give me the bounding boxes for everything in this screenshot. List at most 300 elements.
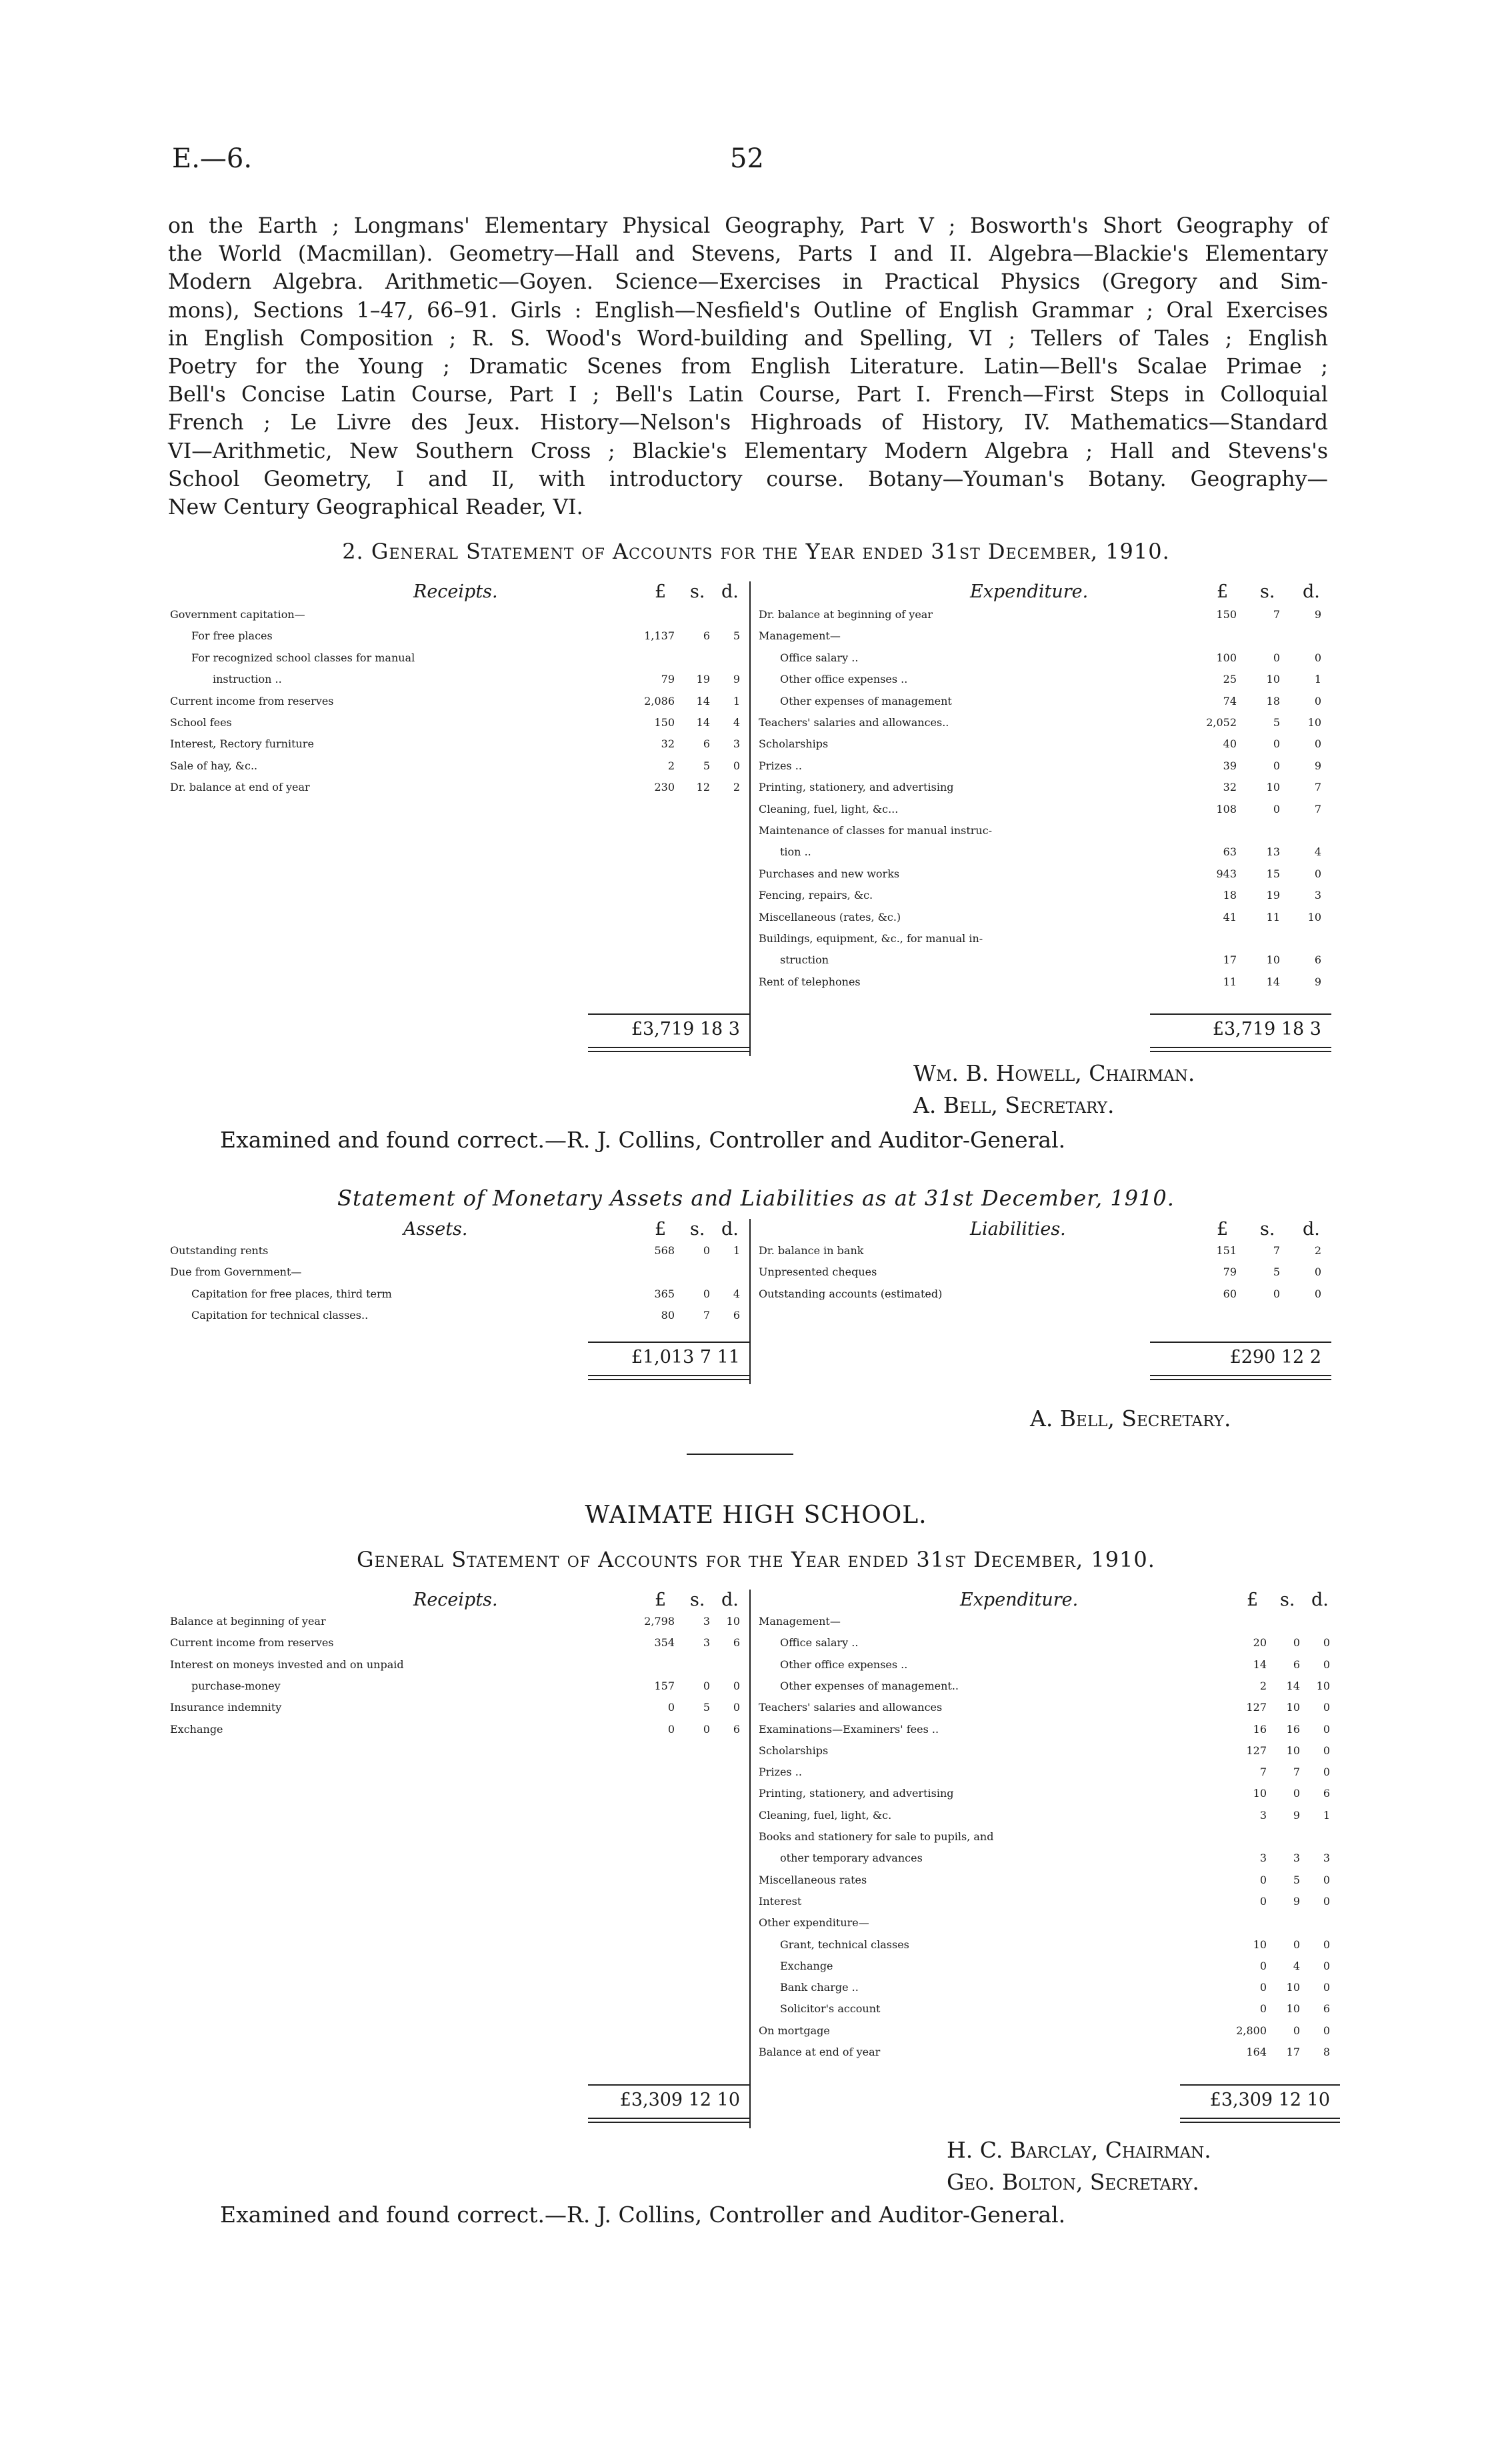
amount-pounds: 14: [1253, 1658, 1267, 1671]
liability-label: Outstanding accounts (estimated): [759, 1287, 943, 1300]
amount-pounds: 10: [1253, 1787, 1267, 1800]
expenditure-row: [0, 604, 1512, 625]
expenditure-row: [0, 1870, 1512, 1891]
shillings-heading: s.: [1280, 1590, 1295, 1610]
amount-pounds: 164: [1246, 2046, 1267, 2058]
amount-pounds: 0: [1259, 2002, 1267, 2016]
amount-pence: 0: [1323, 1959, 1330, 1972]
amount-pence: 4: [1314, 845, 1321, 859]
amount-pounds: 0: [1259, 1959, 1267, 1972]
amount-shillings: 3: [1293, 1852, 1300, 1865]
amount-pounds: 3: [1259, 1808, 1267, 1822]
receipt-label: Interest, Rectory furniture: [170, 737, 314, 751]
expenditure-row: [0, 1998, 1512, 2020]
amount-shillings: 14: [696, 694, 710, 707]
expenditure-label: Management—: [759, 629, 841, 643]
pounds-heading: £: [655, 581, 667, 602]
asset-label: Outstanding rents: [170, 1244, 269, 1257]
receipt-label: Balance at beginning of year: [170, 1615, 326, 1628]
amount-shillings: 4: [1293, 1959, 1300, 1972]
expenditure-label: Balance at end of year: [759, 2046, 881, 2058]
amount-pounds: 2: [667, 759, 675, 772]
receipt-label: School fees: [170, 716, 232, 729]
accounts-statement-title: 2. General Statement of Accounts for the Year ended 31st December, 1910.: [342, 539, 1170, 564]
expenditure-row: [0, 863, 1512, 885]
expenditure-label: Teachers' salaries and allowances: [759, 1701, 943, 1714]
amount-shillings: 0: [1273, 1287, 1280, 1300]
amount-pence: 5: [733, 629, 740, 643]
expenditure-label: Maintenance of classes for manual instruc-: [759, 824, 993, 837]
liability-row: [0, 1284, 1512, 1305]
expenditure-label: Bank charge ..: [780, 1981, 859, 1994]
shillings-heading: s.: [1260, 581, 1275, 602]
expenditure-label: Examinations—Examiners' fees ..: [759, 1722, 939, 1736]
expenditure-label: Prizes ..: [759, 1766, 802, 1779]
amount-shillings: 10: [1286, 1701, 1300, 1714]
paragraph-line: Poetry for the Young ; Dramatic Scenes from English Literature. Latin—Bell's Scalae Primae ;: [168, 354, 1328, 379]
expenditure-row: [0, 928, 1512, 949]
expenditure-row: [0, 777, 1512, 798]
amount-pounds: 60: [1223, 1287, 1237, 1300]
expenditure-row: [0, 907, 1512, 928]
amount-pence: 10: [726, 1615, 740, 1628]
expenditure-label: Scholarships: [759, 737, 829, 751]
amount-pounds: 2: [1259, 1679, 1267, 1692]
amount-pence: 3: [1323, 1852, 1330, 1865]
amount-pounds: 230: [654, 781, 675, 794]
shillings-heading: s.: [690, 1219, 705, 1240]
liability-label: Dr. balance in bank: [759, 1244, 864, 1257]
amount-shillings: 10: [1286, 1744, 1300, 1757]
amount-shillings: 14: [1286, 1679, 1300, 1692]
amount-pounds: 32: [1223, 781, 1237, 794]
amount-pence: 7: [1314, 781, 1321, 794]
expenditure-label: other temporary advances: [780, 1852, 923, 1865]
amount-shillings: 3: [703, 1636, 710, 1650]
amount-pence: 1: [1314, 673, 1321, 686]
pence-heading: d.: [1303, 581, 1320, 602]
column-divider: [749, 1590, 751, 2128]
expenditure-label: tion ..: [780, 845, 811, 859]
liability-row: [0, 1262, 1512, 1283]
total-expenditure: £3,309 12 10: [1209, 2090, 1330, 2110]
paragraph-line: Bell's Concise Latin Course, Part I ; Bell's Latin Course, Part I. French—First Steps in Colloquial: [168, 383, 1328, 407]
amount-shillings: 16: [1286, 1722, 1300, 1736]
expenditure-row: [0, 799, 1512, 820]
amount-pounds: 63: [1223, 845, 1237, 859]
expenditure-row: [0, 755, 1512, 777]
amount-pounds: 157: [654, 1679, 675, 1692]
secretary-signature: Geo. Bolton, Secretary.: [947, 2169, 1199, 2195]
receipt-label: Interest on moneys invested and on unpaid: [170, 1658, 404, 1671]
asset-label: Capitation for free places, third term: [191, 1287, 392, 1300]
amount-shillings: 0: [1273, 802, 1280, 815]
expenditure-row: [0, 1805, 1512, 1826]
amount-pence: 10: [1316, 1679, 1330, 1692]
amount-pence: 3: [1314, 889, 1321, 902]
expenditure-row: [0, 647, 1512, 669]
liabilities-column-heading: Liabilities.: [970, 1219, 1066, 1240]
amount-shillings: 14: [1266, 975, 1280, 988]
document-reference: E.—6.: [172, 143, 253, 174]
double-rule: [588, 2122, 750, 2123]
amount-pence: 0: [1314, 1266, 1321, 1279]
secretary-signature: A. Bell, Secretary.: [1030, 1406, 1231, 1432]
amount-shillings: 0: [1293, 1636, 1300, 1650]
paragraph-line: VI—Arithmetic, New Southern Cross ; Blackie's Elementary Modern Algebra ; Hall and Stevens's: [168, 439, 1328, 463]
expenditure-label: struction: [780, 953, 829, 967]
amount-pence: 1: [1323, 1808, 1330, 1822]
paragraph-line: New Century Geographical Reader, VI.: [168, 495, 583, 519]
total-liabilities: £290 12 2: [1229, 1347, 1321, 1368]
amount-shillings: 5: [1273, 1266, 1280, 1279]
expenditure-label: Other office expenses ..: [780, 673, 908, 686]
amount-pounds: 25: [1223, 673, 1237, 686]
expenditure-label: Printing, stationery, and advertising: [759, 781, 954, 794]
expenditure-label: Cleaning, fuel, light, &c.: [759, 1808, 892, 1822]
amount-pence: 4: [733, 1287, 740, 1300]
amount-pounds: 7: [1259, 1766, 1267, 1779]
receipt-label: Current income from reserves: [170, 1636, 334, 1650]
expenditure-row: [0, 1697, 1512, 1718]
amount-shillings: 11: [1266, 910, 1280, 923]
expenditure-row: [0, 1977, 1512, 1998]
expenditure-label: Miscellaneous (rates, &c.): [759, 910, 901, 923]
amount-pence: 0: [1323, 1766, 1330, 1779]
total-receipts: £3,309 12 10: [619, 2090, 740, 2110]
double-rule: [1150, 1375, 1331, 1376]
amount-pounds: 0: [667, 1701, 675, 1714]
amount-pence: 10: [1307, 716, 1321, 729]
amount-shillings: 0: [1273, 759, 1280, 772]
amount-pounds: 79: [661, 673, 675, 686]
amount-shillings: 10: [1286, 2002, 1300, 2016]
amount-pounds: 17: [1223, 953, 1237, 967]
amount-shillings: 15: [1266, 867, 1280, 880]
amount-pounds: 365: [654, 1287, 675, 1300]
chairman-signature: Wm. B. Howell, Chairman.: [913, 1060, 1195, 1086]
total-assets: £1,013 7 11: [631, 1347, 740, 1368]
amount-pounds: 10: [1253, 1938, 1267, 1951]
expenditure-row: [0, 712, 1512, 733]
amount-pounds: 32: [661, 737, 675, 751]
amount-pence: 10: [1307, 910, 1321, 923]
amount-pence: 9: [1314, 759, 1321, 772]
liability-label: Unpresented cheques: [759, 1266, 877, 1279]
amount-pounds: 3: [1259, 1852, 1267, 1865]
amount-shillings: 0: [703, 1244, 710, 1257]
expenditure-label: Fencing, repairs, &c.: [759, 889, 873, 902]
amount-pence: 6: [733, 1722, 740, 1736]
paragraph-line: School Geometry, I and II, with introductory course. Botany—Youman's Botany. Geography—: [168, 467, 1328, 491]
amount-pence: 9: [1314, 608, 1321, 621]
expenditure-label: Buildings, equipment, &c., for manual in-: [759, 932, 983, 945]
amount-shillings: 5: [1273, 716, 1280, 729]
amount-shillings: 5: [1293, 1873, 1300, 1886]
expenditure-row: [0, 1611, 1512, 1632]
expenditure-row: [0, 1826, 1512, 1848]
expenditure-label: Printing, stationery, and advertising: [759, 1787, 954, 1800]
pence-heading: d.: [1303, 1219, 1320, 1240]
amount-pence: 0: [1323, 1722, 1330, 1736]
expenditure-row: [0, 1719, 1512, 1740]
paragraph-line: Modern Algebra. Arithmetic—Goyen. Science—Exercises in Practical Physics (Gregory and Sim-: [168, 270, 1328, 295]
double-rule: [1180, 2118, 1340, 2119]
amount-shillings: 6: [703, 737, 710, 751]
column-divider: [749, 1219, 751, 1384]
expenditure-label: Office salary ..: [780, 1636, 859, 1650]
amount-pence: 0: [1314, 651, 1321, 664]
amount-shillings: 6: [703, 629, 710, 643]
amount-pence: 0: [1323, 1894, 1330, 1908]
amount-pounds: 2,800: [1236, 2024, 1267, 2037]
amount-pence: 8: [1323, 2046, 1330, 2058]
amount-pence: 6: [1323, 1787, 1330, 1800]
amount-pence: 0: [1323, 1938, 1330, 1951]
liability-row: [0, 1240, 1512, 1262]
paragraph-line: French ; Le Livre des Jeux. History—Nelson's Highroads of History, IV. Mathematics—Standard: [168, 411, 1328, 435]
amount-pence: 0: [1314, 1287, 1321, 1300]
amount-shillings: 3: [703, 1615, 710, 1628]
expenditure-label: Miscellaneous rates: [759, 1873, 867, 1886]
amount-pounds: 41: [1223, 910, 1237, 923]
amount-pence: 6: [733, 1309, 740, 1322]
pence-heading: d.: [1311, 1590, 1329, 1610]
receipt-label: Dr. balance at end of year: [170, 781, 310, 794]
expenditure-row: [0, 1912, 1512, 1934]
amount-pence: 0: [1323, 1981, 1330, 1994]
amount-pounds: 943: [1216, 867, 1237, 880]
amount-pounds: 2,798: [644, 1615, 675, 1628]
expenditure-column-heading: Expenditure.: [960, 1590, 1079, 1610]
receipt-label: For recognized school classes for manual: [191, 651, 415, 664]
amount-pence: 6: [1314, 953, 1321, 967]
amount-pence: 0: [733, 759, 740, 772]
double-rule: [588, 1379, 750, 1380]
amount-pence: 0: [1323, 1701, 1330, 1714]
expenditure-label: Cleaning, fuel, light, &c...: [759, 802, 899, 815]
receipt-label: Government capitation—: [170, 608, 305, 621]
amount-pounds: 39: [1223, 759, 1237, 772]
total-expenditure: £3,719 18 3: [1212, 1019, 1321, 1039]
expenditure-row: [0, 841, 1512, 863]
amount-shillings: 0: [1293, 1787, 1300, 1800]
column-divider: [749, 581, 751, 1056]
amount-pence: 4: [733, 716, 740, 729]
expenditure-row: [0, 820, 1512, 841]
amount-shillings: 18: [1266, 694, 1280, 707]
paragraph-line: mons), Sections 1–47, 66–91. Girls : English—Nesfield's Outline of English Grammar ; Oral Exercises: [168, 298, 1328, 323]
paragraph-line: on the Earth ; Longmans' Elementary Physical Geography, Part V ; Bosworth's Short Geography of: [168, 214, 1328, 238]
amount-pounds: 79: [1223, 1266, 1237, 1279]
total-rule: [588, 1013, 750, 1015]
expenditure-row: [0, 691, 1512, 712]
amount-shillings: 0: [703, 1679, 710, 1692]
double-rule: [1180, 2122, 1340, 2123]
receipt-label: For free places: [191, 629, 273, 643]
double-rule: [588, 1051, 750, 1052]
amount-pounds: 18: [1223, 889, 1237, 902]
amount-pence: 0: [733, 1679, 740, 1692]
expenditure-label: On mortgage: [759, 2024, 830, 2037]
amount-shillings: 10: [1266, 953, 1280, 967]
expenditure-row: [0, 1632, 1512, 1654]
amount-pounds: 2,086: [644, 694, 675, 707]
amount-pounds: 354: [654, 1636, 675, 1650]
asset-label: Capitation for technical classes..: [191, 1309, 369, 1322]
amount-shillings: 0: [1293, 1938, 1300, 1951]
amount-pence: 0: [1314, 867, 1321, 880]
amount-shillings: 5: [703, 759, 710, 772]
expenditure-label: Office salary ..: [780, 651, 859, 664]
receipts-column-heading: Receipts.: [413, 1590, 498, 1610]
amount-shillings: 0: [703, 1287, 710, 1300]
amount-shillings: 10: [1266, 673, 1280, 686]
amount-shillings: 19: [1266, 889, 1280, 902]
expenditure-label: Dr. balance at beginning of year: [759, 608, 933, 621]
amount-shillings: 7: [1273, 1244, 1280, 1257]
amount-pounds: 150: [654, 716, 675, 729]
expenditure-row: [0, 1740, 1512, 1762]
expenditure-row: [0, 1934, 1512, 1956]
pounds-heading: £: [1247, 1590, 1259, 1610]
shillings-heading: s.: [1260, 1219, 1275, 1240]
expenditure-row: [0, 1762, 1512, 1783]
expenditure-label: Grant, technical classes: [780, 1938, 909, 1951]
expenditure-row: [0, 1654, 1512, 1676]
expenditure-row: [0, 1848, 1512, 1869]
expenditure-label: Exchange: [780, 1959, 833, 1972]
pounds-heading: £: [655, 1219, 667, 1240]
amount-shillings: 10: [1286, 1981, 1300, 1994]
receipt-label: purchase-money: [191, 1679, 281, 1692]
amount-pounds: 0: [1259, 1873, 1267, 1886]
expenditure-column-heading: Expenditure.: [970, 581, 1089, 602]
amount-pounds: 151: [1216, 1244, 1237, 1257]
secretary-signature: A. Bell, Secretary.: [913, 1092, 1115, 1118]
amount-shillings: 6: [1293, 1658, 1300, 1671]
expenditure-label: Purchases and new works: [759, 867, 900, 880]
amount-pounds: 16: [1253, 1722, 1267, 1736]
expenditure-row: [0, 2042, 1512, 2063]
expenditure-row: [0, 669, 1512, 690]
expenditure-row: [0, 971, 1512, 993]
amount-pounds: 568: [654, 1244, 675, 1257]
receipt-label: Sale of hay, &c..: [170, 759, 258, 772]
pounds-heading: £: [1217, 581, 1229, 602]
expenditure-label: Prizes ..: [759, 759, 802, 772]
amount-shillings: 0: [1273, 737, 1280, 751]
shillings-heading: s.: [690, 581, 705, 602]
total-rule: [588, 1342, 750, 1343]
amount-pence: 0: [1323, 1636, 1330, 1650]
amount-pence: 2: [733, 781, 740, 794]
expenditure-label: Other expenses of management: [780, 694, 952, 707]
expenditure-label: Management—: [759, 1615, 841, 1628]
audit-note: Examined and found correct.—R. J. Collins, Controller and Auditor-General.: [220, 1127, 1066, 1153]
amount-pence: 0: [1314, 694, 1321, 707]
expenditure-label: Other office expenses ..: [780, 1658, 908, 1671]
asset-label: Due from Government—: [170, 1266, 302, 1279]
expenditure-label: Rent of telephones: [759, 975, 861, 988]
expenditure-label: Other expenditure—: [759, 1916, 869, 1930]
amount-pence: 0: [1323, 1658, 1330, 1671]
amount-pounds: 80: [661, 1309, 675, 1322]
expenditure-label: Other expenses of management..: [780, 1679, 959, 1692]
expenditure-row: [0, 1956, 1512, 1977]
intro-paragraph: [168, 212, 1328, 521]
amount-shillings: 10: [1266, 781, 1280, 794]
double-rule: [588, 1375, 750, 1376]
amount-pence: 2: [1314, 1244, 1321, 1257]
expenditure-row: [0, 1676, 1512, 1697]
amount-shillings: 14: [696, 716, 710, 729]
pounds-heading: £: [1217, 1219, 1229, 1240]
expenditure-label: Solicitor's account: [780, 2002, 881, 2016]
paragraph-line: the World (Macmillan). Geometry—Hall and Stevens, Parts I and II. Algebra—Blackie's Elementary: [168, 242, 1328, 267]
amount-shillings: 7: [1293, 1766, 1300, 1779]
asset-row: [0, 1305, 1512, 1326]
receipt-label: Exchange: [170, 1722, 223, 1736]
amount-shillings: 9: [1293, 1894, 1300, 1908]
amount-pounds: 150: [1216, 608, 1237, 621]
expenditure-row: [0, 949, 1512, 971]
shillings-heading: s.: [690, 1590, 705, 1610]
amount-shillings: 19: [696, 673, 710, 686]
amount-shillings: 7: [1273, 608, 1280, 621]
amount-pounds: 0: [667, 1722, 675, 1736]
amount-pence: 1: [733, 1244, 740, 1257]
amount-pence: 0: [733, 1701, 740, 1714]
double-rule: [588, 2118, 750, 2119]
receipt-label: Current income from reserves: [170, 694, 334, 707]
expenditure-label: Interest: [759, 1894, 802, 1908]
total-rule: [588, 2084, 750, 2086]
expenditure-row: [0, 733, 1512, 755]
school-heading: WAIMATE HIGH SCHOOL.: [585, 1502, 927, 1529]
expenditure-label: Books and stationery for sale to pupils, and: [759, 1830, 994, 1843]
amount-shillings: 9: [1293, 1808, 1300, 1822]
amount-pence: 7: [1314, 802, 1321, 815]
total-rule: [1150, 1342, 1331, 1343]
amount-pounds: 2,052: [1206, 716, 1237, 729]
amount-shillings: 0: [1273, 651, 1280, 664]
assets-column-heading: Assets.: [403, 1219, 468, 1240]
audit-note: Examined and found correct.—R. J. Collins, Controller and Auditor-General.: [220, 2202, 1066, 2228]
pence-heading: d.: [721, 1590, 739, 1610]
paragraph-line: in English Composition ; R. S. Wood's Word-building and Spelling, VI ; Tellers of Tales ; English: [168, 326, 1328, 351]
double-rule: [1150, 1047, 1331, 1048]
amount-pounds: 74: [1223, 694, 1237, 707]
amount-pence: 1: [733, 694, 740, 707]
pounds-heading: £: [655, 1590, 667, 1610]
receipt-label: Insurance indemnity: [170, 1701, 282, 1714]
total-receipts: £3,719 18 3: [631, 1019, 740, 1039]
expenditure-row: [0, 1783, 1512, 1804]
receipts-column-heading: Receipts.: [413, 581, 498, 602]
amount-pence: 0: [1314, 737, 1321, 751]
amount-shillings: 5: [703, 1701, 710, 1714]
amount-pence: 9: [1314, 975, 1321, 988]
amount-pence: 0: [1323, 2024, 1330, 2037]
pence-heading: d.: [721, 1219, 739, 1240]
expenditure-row: [0, 1891, 1512, 1912]
amount-pounds: 20: [1253, 1636, 1267, 1650]
double-rule: [588, 1047, 750, 1048]
section-divider: [687, 1454, 793, 1455]
amount-pence: 6: [733, 1636, 740, 1650]
assets-statement-title: Statement of Monetary Assets and Liabilities as at 31st December, 1910.: [337, 1185, 1175, 1211]
